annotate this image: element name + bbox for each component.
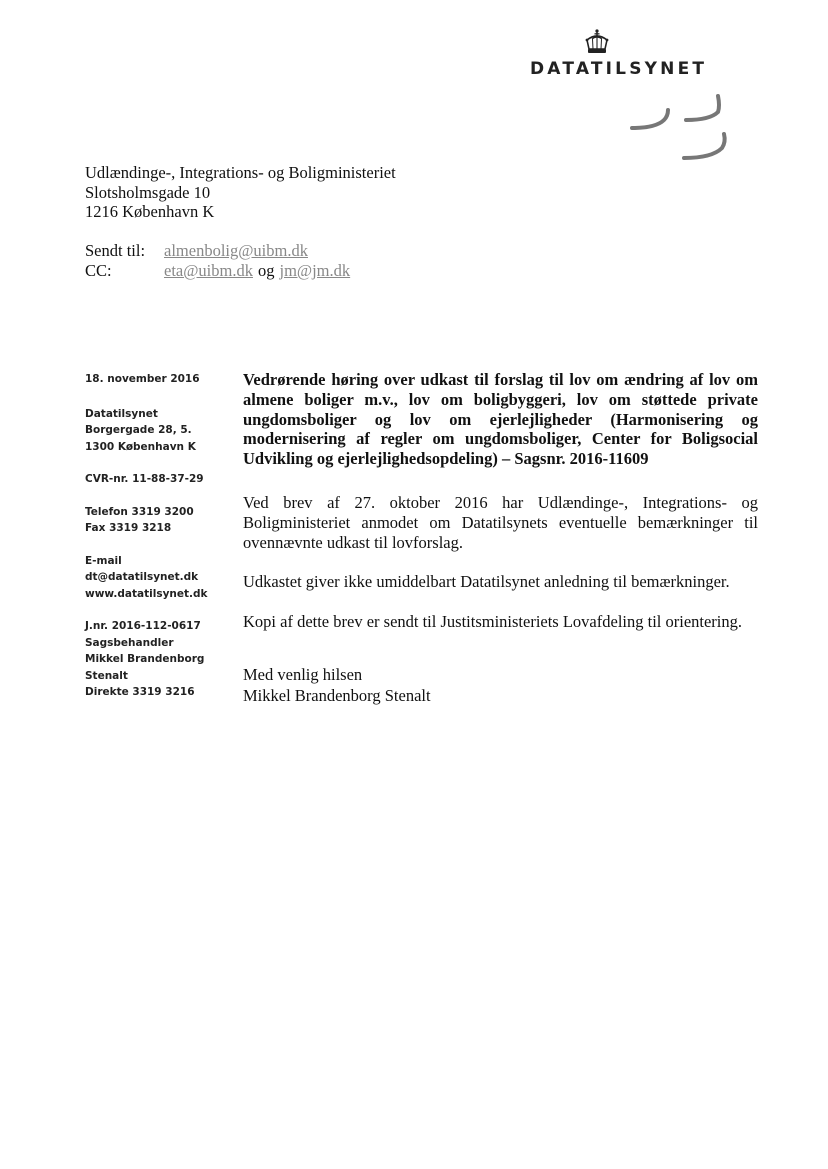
sender-cvr: CVR-nr. 11-88-37-29 bbox=[85, 473, 204, 485]
greeting: Med venlig hilsen bbox=[243, 665, 363, 684]
body-paragraph-2: Udkastet giver ikke umiddelbart Datatilsynet anledning til bemærkninger. bbox=[243, 572, 730, 592]
sagsbehandler-name-1: Mikkel Brandenborg bbox=[85, 653, 205, 665]
hooks-icon bbox=[628, 90, 738, 200]
sender-street: Borgergade 28, 5. bbox=[85, 424, 192, 436]
cc-label: CC: bbox=[85, 261, 112, 280]
closing-block bbox=[243, 664, 431, 706]
sagsbehandler-label: Sagsbehandler bbox=[85, 636, 174, 649]
recipients-block bbox=[85, 241, 350, 281]
letter-subject: Vedrørende høring over udkast til forslag til lov om ændring af lov om almene boliger m.v., lov om boligbyggeri, lov om støttede private ungdomsboliger og lov om ejerlejligheder (Harmonisering og modernisering af regler om ungdomsboliger, Center for Boligsocial Udvikling og ejerlejlighedsopdeling) – Sagsnr. 2016-11609 bbox=[243, 370, 758, 469]
sagsbehandler-name-2: Stenalt bbox=[85, 669, 128, 682]
recipient-address bbox=[85, 163, 396, 222]
sender-fax: Fax 3319 3218 bbox=[85, 522, 172, 534]
logo-text: DATATILSYNET bbox=[530, 59, 708, 79]
cc-row bbox=[85, 261, 350, 281]
sender-sidebar bbox=[85, 371, 235, 717]
address-line-1: Udlændinge-, Integrations- og Boligministeriet bbox=[85, 163, 396, 182]
address-line-3: 1216 København K bbox=[85, 202, 215, 221]
sender-email-link[interactable]: dt@datatilsynet.dk bbox=[85, 571, 199, 583]
body-paragraph-3: Kopi af dette brev er sendt til Justitsministeriets Lovafdeling til orientering. bbox=[243, 612, 743, 632]
signature: Mikkel Brandenborg Stenalt bbox=[243, 686, 431, 705]
sendt-til-row bbox=[85, 241, 350, 261]
crown-icon bbox=[584, 28, 610, 58]
sender-telefon: Telefon 3319 3200 bbox=[85, 505, 194, 518]
letter-body bbox=[243, 370, 758, 652]
cc-email-link-2[interactable]: jm@jm.dk bbox=[279, 261, 351, 280]
direkte-phone: Direkte 3319 3216 bbox=[85, 686, 195, 698]
cc-and-text: og bbox=[257, 261, 275, 280]
cc-email-link-1[interactable]: eta@uibm.dk bbox=[164, 261, 253, 280]
email-label: E-mail bbox=[85, 554, 122, 567]
address-line-2: Slotsholmsgade 10 bbox=[85, 182, 211, 202]
body-paragraph-1: Ved brev af 27. oktober 2016 har Udlændinge-, Integrations- og Boligministeriet anmodet om Datatilsynets eventuelle bemærkninger til ovennævnte udkast til lovforslag. bbox=[243, 492, 758, 552]
journal-number: J.nr. 2016-112-0617 bbox=[85, 620, 201, 632]
sendt-til-email-link[interactable]: almenbolig@uibm.dk bbox=[164, 241, 308, 260]
sendt-til-label: Sendt til: bbox=[85, 241, 146, 260]
sender-city: 1300 København K bbox=[85, 440, 196, 453]
letter-date: 18. november 2016 bbox=[85, 373, 200, 385]
sender-web-link[interactable]: www.datatilsynet.dk bbox=[85, 587, 208, 600]
sender-org: Datatilsynet bbox=[85, 407, 158, 420]
logo bbox=[528, 24, 758, 184]
